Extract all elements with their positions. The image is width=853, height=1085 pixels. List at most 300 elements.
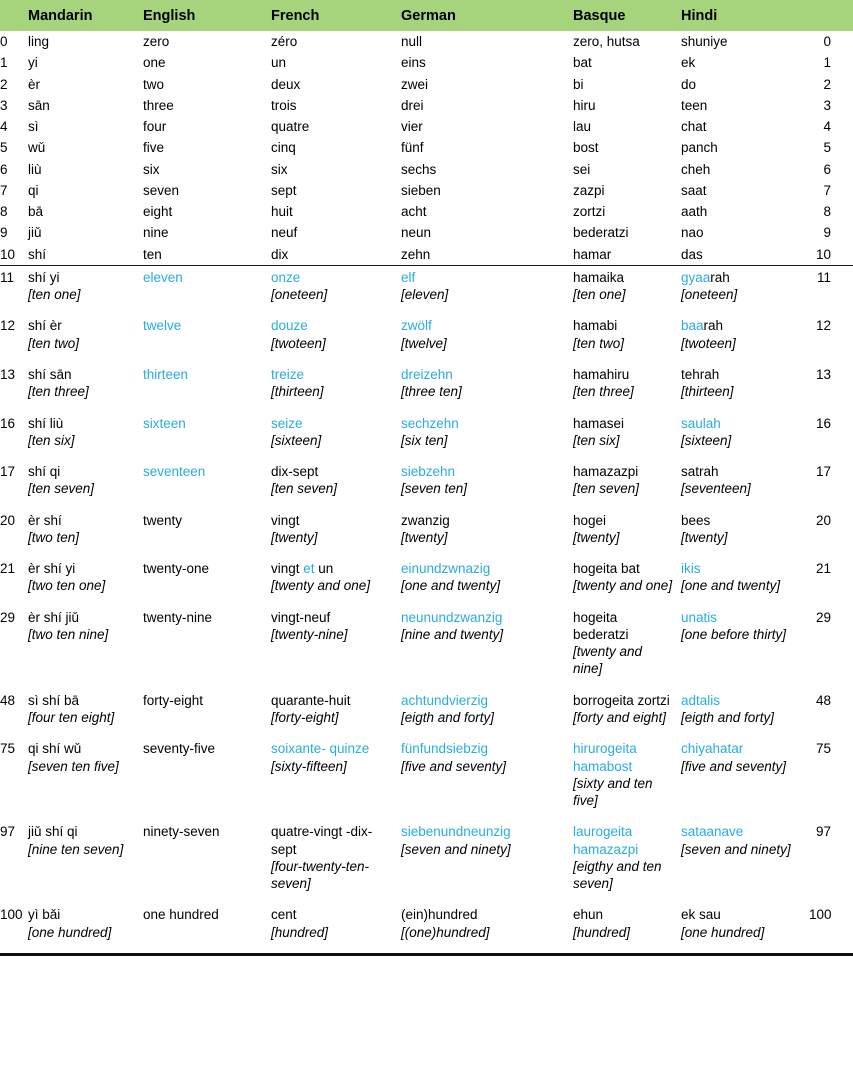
french-word-part: un <box>314 561 334 577</box>
mandarin-gloss: [ten seven] <box>28 481 95 497</box>
mandarin-gloss: [ten two] <box>28 335 80 351</box>
cell-hindi <box>681 413 809 462</box>
basque-gloss: [twenty and nine] <box>573 644 643 677</box>
german-gloss: [nine and twenty] <box>401 626 504 642</box>
german-word: dreizehn <box>401 366 453 382</box>
cell-french <box>271 31 401 52</box>
mandarin-word: qi <box>28 182 39 198</box>
cell-mandarin <box>28 461 143 510</box>
french-word: quarante-huit <box>271 692 351 708</box>
table-row <box>0 315 853 364</box>
cell-basque <box>573 607 681 690</box>
french-gloss: [twenty and one] <box>271 578 371 594</box>
hindi-word: satrah <box>681 464 719 480</box>
basque-word: bi <box>573 76 584 92</box>
cell-english <box>143 315 271 364</box>
cell-english <box>143 690 271 739</box>
cell-german <box>401 159 573 180</box>
cell-basque <box>573 315 681 364</box>
mandarin-gloss: [ten three] <box>28 384 89 400</box>
cell-english <box>143 510 271 559</box>
cell-german <box>401 31 573 52</box>
header-german: German <box>401 0 573 31</box>
row-numeral-left: 29 <box>0 609 16 625</box>
english-word: two <box>143 76 165 92</box>
basque-word: laurogeita hamazazpi <box>573 824 639 857</box>
mandarin-word: shí qi <box>28 464 61 480</box>
cell-french <box>271 265 401 315</box>
table-bottom-rule <box>0 953 853 956</box>
french-word: huit <box>271 204 293 220</box>
cell-mandarin <box>28 510 143 559</box>
hindi-word-part: baa <box>681 318 704 334</box>
cell-french <box>271 244 401 266</box>
row-numeral-right: 6 <box>823 161 831 177</box>
cell-hindi <box>681 461 809 510</box>
cell-mandarin <box>28 222 143 243</box>
basque-gloss: [forty and eight] <box>573 709 667 725</box>
hindi-word: das <box>681 246 703 262</box>
hindi-gloss: [one hundred] <box>681 924 765 940</box>
table-row <box>0 738 853 821</box>
cell-german <box>401 904 573 953</box>
cell-hindi <box>681 244 809 266</box>
german-word: neun <box>401 225 432 241</box>
french-word: onze <box>271 269 301 285</box>
french-gloss: [four-twenty-ten-seven] <box>271 858 370 892</box>
french-word-part: et <box>303 561 315 577</box>
mandarin-word: sì shí bā <box>28 692 80 708</box>
cell-french <box>271 607 401 690</box>
row-numeral-right: 5 <box>823 140 831 156</box>
table-row <box>0 558 853 607</box>
french-gloss: [sixteen] <box>271 432 322 448</box>
cell-german <box>401 95 573 116</box>
cell-german <box>401 180 573 201</box>
mandarin-word: ling <box>28 34 50 49</box>
mandarin-word: yì bǎi <box>28 907 61 923</box>
cell-mandarin <box>28 116 143 137</box>
cell-hindi <box>681 116 809 137</box>
mandarin-word: yi <box>28 55 38 71</box>
mandarin-word: sān <box>28 97 50 113</box>
cell-german <box>401 244 573 266</box>
cell-mandarin <box>28 413 143 462</box>
cell-english <box>143 558 271 607</box>
hindi-word: saat <box>681 182 707 198</box>
row-numeral-right: 13 <box>815 366 831 382</box>
row-numeral-left: 3 <box>0 97 8 113</box>
cell-mandarin <box>28 821 143 904</box>
cell-french <box>271 74 401 95</box>
german-word: siebzehn <box>401 464 456 480</box>
row-numeral-right: 17 <box>815 464 831 480</box>
mandarin-word: bā <box>28 204 44 220</box>
cell-german <box>401 74 573 95</box>
french-word: treize <box>271 366 305 382</box>
cell-mandarin <box>28 738 143 821</box>
cell-english <box>143 738 271 821</box>
table-row <box>0 31 853 52</box>
row-numeral-right: 12 <box>815 318 831 334</box>
english-word: forty-eight <box>143 692 204 708</box>
cell-mandarin <box>28 364 143 413</box>
hindi-word: do <box>681 76 697 92</box>
cell-german <box>401 265 573 315</box>
mandarin-word: èr shí jiǔ <box>28 609 80 625</box>
hindi-gloss: [twenty] <box>681 529 728 545</box>
german-gloss: [seven and ninety] <box>401 841 511 857</box>
cell-hindi <box>681 222 809 243</box>
basque-word: hiru <box>573 97 596 113</box>
basque-word: hamazazpi <box>573 464 639 480</box>
hindi-gloss: [five and seventy] <box>681 758 787 774</box>
mandarin-word: liù <box>28 161 42 177</box>
row-numeral-right: 75 <box>815 741 831 757</box>
cell-german <box>401 364 573 413</box>
cell-basque <box>573 116 681 137</box>
cell-hindi <box>681 95 809 116</box>
french-gloss: [ten seven] <box>271 481 338 497</box>
cell-french <box>271 201 401 222</box>
row-numeral-left: 7 <box>0 182 8 198</box>
row-numeral-right: 1 <box>823 55 831 71</box>
cell-basque <box>573 558 681 607</box>
cell-english <box>143 31 271 52</box>
table-row <box>0 201 853 222</box>
cell-english <box>143 201 271 222</box>
cell-french <box>271 461 401 510</box>
row-numeral-left: 20 <box>0 512 16 528</box>
basque-word: hogeita bederatzi <box>573 609 629 642</box>
basque-word: sei <box>573 161 591 177</box>
mandarin-word: shí liù <box>28 415 64 431</box>
cell-basque <box>573 461 681 510</box>
cell-french <box>271 95 401 116</box>
header-mandarin: Mandarin <box>28 0 143 31</box>
cell-hindi <box>681 52 809 73</box>
basque-gloss: [twenty] <box>573 529 620 545</box>
cell-english <box>143 413 271 462</box>
german-word: vier <box>401 119 423 135</box>
cell-german <box>401 137 573 158</box>
hindi-word: nao <box>681 225 704 241</box>
french-word: vingt <box>271 512 300 528</box>
cell-hindi <box>681 137 809 158</box>
row-numeral-right: 11 <box>816 269 831 285</box>
mandarin-gloss: [four ten eight] <box>28 709 115 725</box>
cell-basque <box>573 74 681 95</box>
german-gloss: [three ten] <box>401 384 462 400</box>
french-word: soixante- quinze <box>271 741 370 757</box>
mandarin-gloss: [ten one] <box>28 287 81 303</box>
english-word: ninety-seven <box>143 824 220 840</box>
german-word: neunundzwanzig <box>401 609 503 625</box>
french-gloss: [twenty-nine] <box>271 626 348 642</box>
table-row <box>0 137 853 158</box>
cell-english <box>143 222 271 243</box>
cell-mandarin <box>28 52 143 73</box>
cell-french <box>271 904 401 953</box>
cell-basque <box>573 821 681 904</box>
french-gloss: [sixty-fifteen] <box>271 758 347 774</box>
table-row <box>0 461 853 510</box>
mandarin-gloss: [nine ten seven] <box>28 841 124 857</box>
mandarin-word: èr shí <box>28 512 62 528</box>
cell-basque <box>573 364 681 413</box>
german-word: sechs <box>401 161 437 177</box>
basque-word: hamahiru <box>573 366 630 382</box>
french-word: dix <box>271 246 289 262</box>
german-gloss: [(one)hundred] <box>401 924 490 940</box>
row-numeral-right: 10 <box>809 244 853 266</box>
hindi-word: ikis <box>681 561 701 577</box>
cell-french <box>271 52 401 73</box>
cell-hindi <box>681 31 809 52</box>
table-row <box>0 690 853 739</box>
cell-mandarin <box>28 244 143 266</box>
table-row <box>0 74 853 95</box>
cell-hindi <box>681 558 809 607</box>
table-row <box>0 265 853 315</box>
german-gloss: [one and twenty] <box>401 578 501 594</box>
french-word: sept <box>271 182 297 198</box>
basque-word: lau <box>573 119 592 135</box>
cell-french <box>271 510 401 559</box>
row-numeral-right: 100 <box>809 907 832 923</box>
english-word: twenty <box>143 512 183 528</box>
cell-english <box>143 180 271 201</box>
english-word: eleven <box>143 269 183 285</box>
basque-gloss: [sixty and ten five] <box>573 775 653 809</box>
french-word <box>271 561 333 576</box>
english-word: three <box>143 97 174 113</box>
basque-word: ehun <box>573 907 604 923</box>
cell-mandarin <box>28 201 143 222</box>
row-numeral-left: 48 <box>0 692 16 708</box>
french-word: douze <box>271 318 308 334</box>
hindi-word <box>681 270 730 285</box>
hindi-gloss: [sixteen] <box>681 432 732 448</box>
table-row <box>0 222 853 243</box>
english-word: one <box>143 55 166 71</box>
row-numeral-left: 2 <box>0 76 8 92</box>
cell-french <box>271 738 401 821</box>
cell-french <box>271 180 401 201</box>
cell-english <box>143 52 271 73</box>
french-word: six <box>271 161 288 177</box>
mandarin-word: jiǔ shí qi <box>28 824 78 840</box>
cell-german <box>401 607 573 690</box>
header-row <box>0 0 853 31</box>
german-word: zehn <box>401 246 431 262</box>
hindi-gloss: [seventeen] <box>681 481 751 497</box>
cell-english <box>143 95 271 116</box>
hindi-word: ek sau <box>681 907 721 923</box>
cell-german <box>401 52 573 73</box>
hindi-word: adtalis <box>681 692 721 708</box>
french-word: cent <box>271 907 297 923</box>
hindi-gloss: [oneteen] <box>681 287 738 303</box>
english-word: seventeen <box>143 464 206 480</box>
row-numeral-right: 8 <box>823 204 831 220</box>
french-gloss: [thirteen] <box>271 384 324 400</box>
cell-basque <box>573 159 681 180</box>
cell-mandarin <box>28 904 143 953</box>
french-gloss: [forty-eight] <box>271 709 339 725</box>
cell-french <box>271 413 401 462</box>
table-body <box>0 31 853 953</box>
cell-hindi <box>681 690 809 739</box>
cell-basque <box>573 137 681 158</box>
row-numeral-right: 97 <box>815 824 831 840</box>
german-gloss: [eigth and forty] <box>401 709 495 725</box>
mandarin-word: qi shí wǔ <box>28 741 82 757</box>
cell-basque <box>573 31 681 52</box>
cell-german <box>401 201 573 222</box>
german-word: zwei <box>401 76 429 92</box>
row-numeral-left: 17 <box>0 464 16 480</box>
french-gloss: [twoteen] <box>271 335 326 351</box>
cell-mandarin <box>28 558 143 607</box>
basque-word: borrogeita zortzi <box>573 692 670 708</box>
mandarin-word: èr shí yi <box>28 561 76 577</box>
header-french: French <box>271 0 401 31</box>
hindi-gloss: [eigth and forty] <box>681 709 775 725</box>
french-gloss: [twenty] <box>271 529 318 545</box>
cell-basque <box>573 265 681 315</box>
cell-mandarin <box>28 159 143 180</box>
cell-mandarin <box>28 95 143 116</box>
row-numeral-right: 9 <box>823 225 831 241</box>
cell-german <box>401 510 573 559</box>
cell-basque <box>573 180 681 201</box>
french-word: dix-sept <box>271 464 319 480</box>
mandarin-word: shí èr <box>28 318 62 334</box>
hindi-word: bees <box>681 512 711 528</box>
cell-german <box>401 116 573 137</box>
mandarin-word: shí yi <box>28 269 60 285</box>
row-numeral-right: 4 <box>823 119 831 135</box>
german-word: eins <box>401 55 426 71</box>
cell-basque <box>573 904 681 953</box>
german-gloss: [seven ten] <box>401 481 468 497</box>
mandarin-gloss: [two ten nine] <box>28 626 109 642</box>
cell-basque <box>573 738 681 821</box>
cell-german <box>401 690 573 739</box>
german-word: acht <box>401 204 427 220</box>
table-row <box>0 364 853 413</box>
english-word: five <box>143 140 165 156</box>
row-numeral-left: 12 <box>0 318 16 334</box>
table-row <box>0 116 853 137</box>
cell-french <box>271 821 401 904</box>
german-word: achtundvierzig <box>401 692 489 708</box>
basque-gloss: [twenty and one] <box>573 578 673 594</box>
mandarin-word: èr <box>28 76 41 92</box>
cell-english <box>143 821 271 904</box>
english-word: ten <box>143 246 162 262</box>
cell-english <box>143 364 271 413</box>
cell-mandarin <box>28 315 143 364</box>
cell-hindi <box>681 159 809 180</box>
german-gloss: [eleven] <box>401 287 449 303</box>
cell-french <box>271 116 401 137</box>
basque-word: zero, hutsa <box>573 34 640 49</box>
cell-french <box>271 690 401 739</box>
table-row <box>0 821 853 904</box>
table-row <box>0 244 853 266</box>
hindi-word: cheh <box>681 161 711 177</box>
row-numeral-left: 8 <box>0 204 8 220</box>
hindi-word-part: rah <box>703 318 724 334</box>
cell-german <box>401 738 573 821</box>
french-gloss: [hundred] <box>271 924 329 940</box>
cell-english <box>143 116 271 137</box>
french-word: un <box>271 55 287 71</box>
cell-english <box>143 265 271 315</box>
german-word: elf <box>401 269 416 285</box>
row-numeral-left: 16 <box>0 415 16 431</box>
basque-gloss: [ten seven] <box>573 481 640 497</box>
row-numeral-left: 100 <box>0 907 23 923</box>
german-gloss: [twelve] <box>401 335 447 351</box>
header-english: English <box>143 0 271 31</box>
row-numeral-left: 5 <box>0 140 8 156</box>
cell-hindi <box>681 821 809 904</box>
cell-basque <box>573 413 681 462</box>
mandarin-word: shí sān <box>28 366 72 382</box>
mandarin-gloss: [one hundred] <box>28 924 112 940</box>
french-word: deux <box>271 76 301 92</box>
cell-hindi <box>681 201 809 222</box>
cell-german <box>401 558 573 607</box>
cell-hindi <box>681 74 809 95</box>
row-numeral-left: 21 <box>0 561 16 577</box>
table-header <box>0 0 853 31</box>
german-word: fünfundsiebzig <box>401 741 489 757</box>
basque-gloss: [eigthy and ten seven] <box>573 858 662 892</box>
basque-word: hamabi <box>573 318 618 334</box>
hindi-word: sataanave <box>681 824 744 840</box>
french-gloss: [oneteen] <box>271 287 328 303</box>
french-word: zéro <box>271 34 298 49</box>
english-word: six <box>143 161 160 177</box>
cell-mandarin <box>28 31 143 52</box>
row-numeral-right: 16 <box>815 415 831 431</box>
cell-mandarin <box>28 265 143 315</box>
basque-word: hamasei <box>573 415 625 431</box>
cell-hindi <box>681 315 809 364</box>
french-word: quatre <box>271 119 310 135</box>
cell-english <box>143 137 271 158</box>
row-numeral-right: 21 <box>815 561 831 577</box>
cell-english <box>143 607 271 690</box>
cell-french <box>271 315 401 364</box>
basque-word: hogei <box>573 512 607 528</box>
hindi-word <box>681 318 723 333</box>
mandarin-gloss: [two ten one] <box>28 578 106 594</box>
row-numeral-right: 20 <box>815 512 831 528</box>
table-row <box>0 52 853 73</box>
cell-german <box>401 222 573 243</box>
english-word: thirteen <box>143 366 189 382</box>
german-word: sechzehn <box>401 415 459 431</box>
cell-mandarin <box>28 690 143 739</box>
mandarin-gloss: [ten six] <box>28 432 75 448</box>
french-word-part: vingt <box>271 561 304 577</box>
hindi-word: teen <box>681 97 708 113</box>
